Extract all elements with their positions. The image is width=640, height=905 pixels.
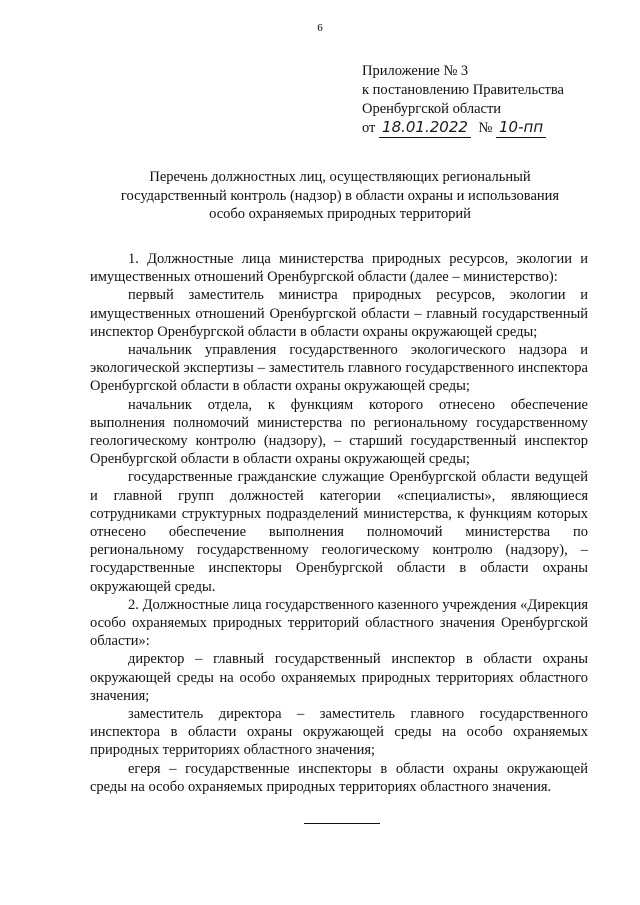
end-divider [304, 823, 380, 824]
appendix-block [362, 62, 622, 138]
title-line-3: особо охраняемых природных территорий [209, 206, 471, 222]
number-label: № [478, 120, 493, 136]
appendix-resolution-ref: к постановлению Правительства [362, 82, 564, 98]
date-field [379, 119, 471, 138]
handwritten-date: 18.01.2022 [382, 118, 468, 136]
title-line-1: Перечень должностных лиц, осуществляющих региональный [149, 169, 531, 185]
paragraph: государственные гражданские служащие Оренбургской области ведущей и главной групп должностей категории «специалисты», являющиеся сотрудниками структурных подразделений министерства, к функциям которых отнесено обеспечение выполнения полномочий министерства по региональному государственному геологическому контролю (надзору), – государственные инспекторы Оренбургской области в области охраны окружающей среды. [90, 469, 588, 595]
paragraph: начальник отдела, к функциям которого отнесено обеспечение выполнения полномочий министерства по региональному государственному геологическому контролю (надзору), – старший государственный инспектор Оренбургской области в области охраны окружающей среды; [90, 396, 588, 468]
page-number: 6 [317, 22, 323, 34]
appendix-title: Приложение № 3 [362, 63, 469, 79]
handwritten-number: 10-пп [499, 118, 544, 136]
paragraph: егеря – государственные инспекторы в области охраны окружающей среды на особо охраняемых природных территориях областного значения. [90, 760, 588, 795]
document-title [90, 168, 590, 224]
appendix-region: Оренбургской области [362, 101, 502, 117]
appendix-date-line [362, 119, 622, 138]
number-field [496, 119, 546, 138]
paragraph: 1. Должностные лица министерства природных ресурсов, экологии и имущественных отношений Оренбургской области (далее – министерство): [90, 251, 588, 286]
document-body [90, 250, 588, 796]
from-label: от [362, 120, 376, 136]
paragraph: заместитель директора – заместитель главного государственного инспектора в области охраны окружающей среды на особо охраняемых природных территориях областного значения; [90, 706, 588, 759]
paragraph: директор – главный государственный инспектор в области охраны окружающей среды на особо охраняемых природных территориях областного значения; [90, 651, 588, 704]
paragraph: первый заместитель министра природных ресурсов, экологии и имущественных отношений Оренбургской области – главный государственный инспектор Оренбургской области в области охраны окружающей среды; [90, 287, 588, 340]
paragraph: 2. Должностные лица государственного казенного учреждения «Дирекция особо охраняемых природных территорий областного значения Оренбургской области»: [90, 596, 588, 650]
title-line-2: государственный контроль (надзор) в области охраны и использования [120, 187, 560, 204]
paragraph: начальник управления государственного экологического надзора и экологической экспертизы – заместитель главного государственного инспектора Оренбургской области в области охраны окружающей среды; [90, 342, 588, 395]
